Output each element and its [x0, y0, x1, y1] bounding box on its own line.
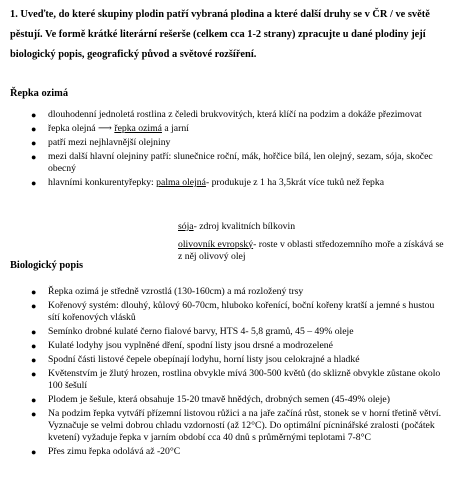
- bullet-icon: ●: [31, 369, 37, 379]
- list-item: [30, 446, 446, 458]
- list-item-text: a jarní: [161, 123, 189, 134]
- bullet-icon: ●: [31, 355, 37, 365]
- underlined-term: palma olejná: [156, 177, 206, 188]
- list-item: [30, 326, 446, 338]
- list-item-text: Kulaté lodyhy jsou vyplněné dření, spodní listy jsou drsné a modrozelené: [48, 340, 333, 351]
- task-instructions: 1. Uveďte, do které skupiny plodin patří vybraná plodina a které další druhy se v ČR / ve světě pěstují. Ve formě krátké literární rešerše (celkem cca 1-2 strany) zpracujte u dané plodiny její biologický popis, geografický původ a světové rozšíření.: [10, 9, 430, 60]
- list-item: [30, 408, 446, 444]
- list-item-text: dlouhodenní jednoletá rostlina z čeledi brukvovitých, která klíčí na podzim a dokáže přezimovat: [48, 109, 422, 120]
- arrow-icon: ⟶: [98, 123, 112, 134]
- bullet-icon: ●: [31, 124, 37, 134]
- competitors-sublist: [178, 221, 448, 264]
- bullet-icon: ●: [31, 152, 37, 162]
- list-item-text: mezi další hlavní olejniny patří: slunečnice roční, mák, hořčice bílá, len olejný, sezam, sója, skočec obecný: [48, 151, 433, 174]
- bullet-icon: ●: [31, 287, 37, 297]
- list-item: [30, 286, 446, 298]
- list-item: [30, 354, 446, 366]
- biology-bullet-list: [30, 286, 446, 460]
- list-item: [30, 340, 446, 352]
- sublist-text: - roste v oblasti středozemního moře a získává se z něj olivový olej: [178, 238, 444, 262]
- list-item: [30, 123, 446, 135]
- list-item: [30, 151, 446, 175]
- list-item-text: hlavními konkurentyřepky:: [48, 177, 157, 188]
- list-item-text: Květenstvím je žlutý hrozen, rostlina obvykle mívá 300-500 květů (do sklizně obvykle zůstane okolo 100 šešulí: [48, 368, 441, 391]
- list-item-text: Na podzim řepka vytváří přízemní listovou růžici a na jaře začíná růst, stonek se v horní třetině větví. Vyznačuje se velmi dobrou chladu vzdorností (až 12°C). Do optimální pícninářské zralosti (počátek kvetení) vyžaduje řepka v jarním období cca 40 dnů s průměrnými teplotami 7-8°C: [48, 408, 442, 443]
- bullet-icon: ●: [31, 395, 37, 405]
- sublist-item: [178, 239, 448, 264]
- list-item-text: Plodem je šešule, která obsahuje 15-20 tmavě hnědých, drobných semen (45-49% oleje): [48, 394, 390, 405]
- list-item: [30, 368, 446, 392]
- list-item: [30, 300, 446, 324]
- list-item-text: Kořenový systém: dlouhý, kůlový 60-70cm, hluboko kořenící, boční kořeny kratší a jemné s hustou sítí kořenových vlásků: [48, 300, 435, 323]
- bullet-icon: ●: [31, 178, 37, 188]
- section-heading-biologicky-popis: Biologický popis: [10, 260, 84, 271]
- list-item-text: Řepka ozimá je středně vzrostlá (130-160cm) a má rozložený trsy: [48, 286, 304, 297]
- list-item: [30, 394, 446, 406]
- bullet-icon: ●: [31, 327, 37, 337]
- list-item-text: Spodní části listové čepele obepínají lodyhu, horní listy jsou celokrajné a hladké: [48, 354, 360, 365]
- list-item-text: Semínko drobné kulaté černo fialové barvy, HTS 4- 5,8 gramů, 45 – 49% oleje: [48, 326, 354, 337]
- list-item-text: patří mezi nejhlavnější olejniny: [48, 137, 171, 148]
- list-item: [30, 137, 446, 149]
- bullet-icon: ●: [31, 301, 37, 311]
- underlined-term: sója: [178, 221, 194, 232]
- bullet-icon: ●: [31, 138, 37, 148]
- list-item: [30, 177, 446, 189]
- repka-bullet-list: [30, 109, 446, 191]
- underlined-term: olivovník evropský: [178, 238, 254, 250]
- sublist-text: - zdroj kvalitních bílkovin: [193, 221, 296, 232]
- underlined-term: řepka ozimá: [114, 123, 162, 134]
- list-item-text: řepka olejná: [48, 123, 99, 134]
- list-item-text: Přes zimu řepka odolává až -20°C: [48, 446, 181, 457]
- bullet-icon: ●: [31, 110, 37, 120]
- bullet-icon: ●: [31, 341, 37, 351]
- bullet-icon: ●: [31, 447, 37, 457]
- list-item: [30, 109, 446, 121]
- section-heading-repka-ozima: Řepka ozimá: [10, 88, 69, 99]
- list-item-text: - produkuje z 1 ha 3,5krát více tuků než řepka: [205, 177, 385, 188]
- bullet-icon: ●: [31, 409, 37, 419]
- sublist-item: [178, 221, 448, 234]
